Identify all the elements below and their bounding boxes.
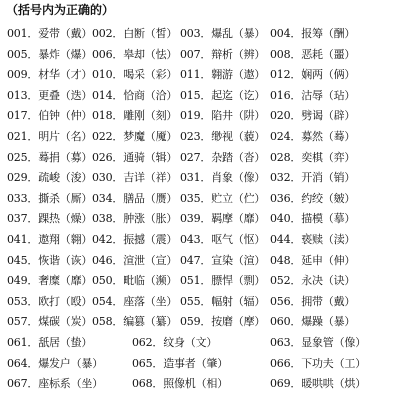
- list-item: 063．显象管（像）: [270, 336, 366, 349]
- list-item: 020．劈谒（辟）: [270, 109, 356, 122]
- list-item: 038．肿涨（胀）: [92, 212, 178, 225]
- list-item: 018．雕刚（刻）: [92, 109, 178, 122]
- list-row: [0, 107, 400, 125]
- list-item: 061．舐居（蛰）: [7, 336, 93, 349]
- list-item: 036．约绞（皴）: [270, 192, 356, 205]
- list-item: 068．照像机（相）: [132, 377, 228, 390]
- list-item: 005．暴炸（爆）: [7, 48, 93, 61]
- list-row: [0, 66, 400, 84]
- list-item: 047．宣染（渲）: [180, 254, 266, 267]
- list-row: [0, 25, 400, 43]
- list-item: 053．欧打（殴）: [7, 295, 93, 308]
- list-item: 054．座落（坐）: [92, 295, 178, 308]
- list-row: [0, 210, 400, 228]
- list-row: [0, 375, 400, 393]
- list-item: 008．恶耗（噩）: [270, 48, 356, 61]
- list-row: [0, 252, 400, 270]
- list-item: 023．缈视（藐）: [180, 130, 266, 143]
- list-item: 004．报筹（酬）: [270, 27, 356, 40]
- list-row: [0, 169, 400, 187]
- list-row: [0, 87, 400, 105]
- list-row: [0, 313, 400, 331]
- list-item: 058．编篡（纂）: [92, 315, 178, 328]
- list-item: 066．下功夫（工）: [270, 357, 366, 370]
- list-row: [0, 149, 400, 167]
- list-item: 015．起迄（讫）: [180, 89, 266, 102]
- list-item: 067．座标系（坐）: [7, 377, 103, 390]
- list-item: 041．遨翔（翱）: [7, 233, 93, 246]
- list-item: 045．恢谐（诙）: [7, 254, 93, 267]
- list-item: 021．明片（名）: [7, 130, 93, 143]
- list-row: [0, 355, 400, 373]
- list-item: 051．膘悍（剽）: [180, 274, 266, 287]
- list-item: 014．恰商（洽）: [92, 89, 178, 102]
- list-item: 029．疏峻（浚）: [7, 171, 93, 184]
- list-item: 011．翱游（遨）: [180, 68, 266, 81]
- list-item: 028．奕棋（弈）: [270, 151, 356, 164]
- list-item: 069．暖哄哄（烘）: [270, 377, 366, 390]
- list-item: 022．梦魔（魇）: [92, 130, 178, 143]
- list-row: [0, 190, 400, 208]
- list-item: 050．毗临（濒）: [92, 274, 178, 287]
- list-item: 042．振撼（震）: [92, 233, 178, 246]
- list-item: 040．描模（摹）: [270, 212, 356, 225]
- list-item: 032．开消（销）: [270, 171, 356, 184]
- list-item: 056．拥带（戴）: [270, 295, 356, 308]
- list-item: 043．呕气（怄）: [180, 233, 266, 246]
- list-row: [0, 128, 400, 146]
- list-item: 025．蓦捐（募）: [7, 151, 93, 164]
- list-item: 057．煤碳（炭）: [7, 315, 93, 328]
- list-item: 017．伯钟（仲）: [7, 109, 93, 122]
- list-row: [0, 334, 400, 352]
- list-item: 059．按磨（摩）: [180, 315, 266, 328]
- list-item: 009．材华（才）: [7, 68, 93, 81]
- list-item: 055．幅射（辐）: [180, 295, 266, 308]
- list-item: 052．永决（诀）: [270, 274, 356, 287]
- document-header: （括号内为正确的）: [6, 3, 115, 17]
- list-item: 031．肖象（像）: [180, 171, 266, 184]
- list-item: 002．白断（皙）: [92, 27, 178, 40]
- list-item: 049．奢糜（靡）: [7, 274, 93, 287]
- list-item: 065．造事者（肇）: [132, 357, 228, 370]
- list-item: 048．延申（伸）: [270, 254, 356, 267]
- list-item: 006．皋却（怯）: [92, 48, 178, 61]
- list-item: 003．爆乱（暴）: [180, 27, 266, 40]
- list-item: 039．羁摩（靡）: [180, 212, 266, 225]
- list-item: 019．陷井（阱）: [180, 109, 266, 122]
- list-item: 034．膳品（赝）: [92, 192, 178, 205]
- list-item: 007．辩析（辨）: [180, 48, 266, 61]
- list-item: 033．撕杀（厮）: [7, 192, 93, 205]
- list-item: 012．娴两（俩）: [270, 68, 356, 81]
- list-item: 027．杂踏（沓）: [180, 151, 266, 164]
- list-item: 030．吉详（祥）: [92, 171, 178, 184]
- list-row: [0, 231, 400, 249]
- list-item: 013．更叠（迭）: [7, 89, 93, 102]
- list-item: 060．爆躁（暴）: [270, 315, 356, 328]
- list-item: 064．爆发户（暴）: [7, 357, 103, 370]
- list-item: 037．踝热（燥）: [7, 212, 93, 225]
- list-row: [0, 272, 400, 290]
- list-item: 010．喝采（彩）: [92, 68, 178, 81]
- list-item: 035．贮立（伫）: [180, 192, 266, 205]
- list-row: [0, 46, 400, 64]
- list-item: 026．通骑（辑）: [92, 151, 178, 164]
- list-item: 016．沽辱（玷）: [270, 89, 356, 102]
- list-item: 046．渲泄（宣）: [92, 254, 178, 267]
- list-item: 044．亵赎（渎）: [270, 233, 356, 246]
- list-item: 062．纹身（文）: [132, 336, 218, 349]
- list-row: [0, 293, 400, 311]
- list-item: 024．募然（蓦）: [270, 130, 356, 143]
- list-item: 001．爱带（戴）: [7, 27, 93, 40]
